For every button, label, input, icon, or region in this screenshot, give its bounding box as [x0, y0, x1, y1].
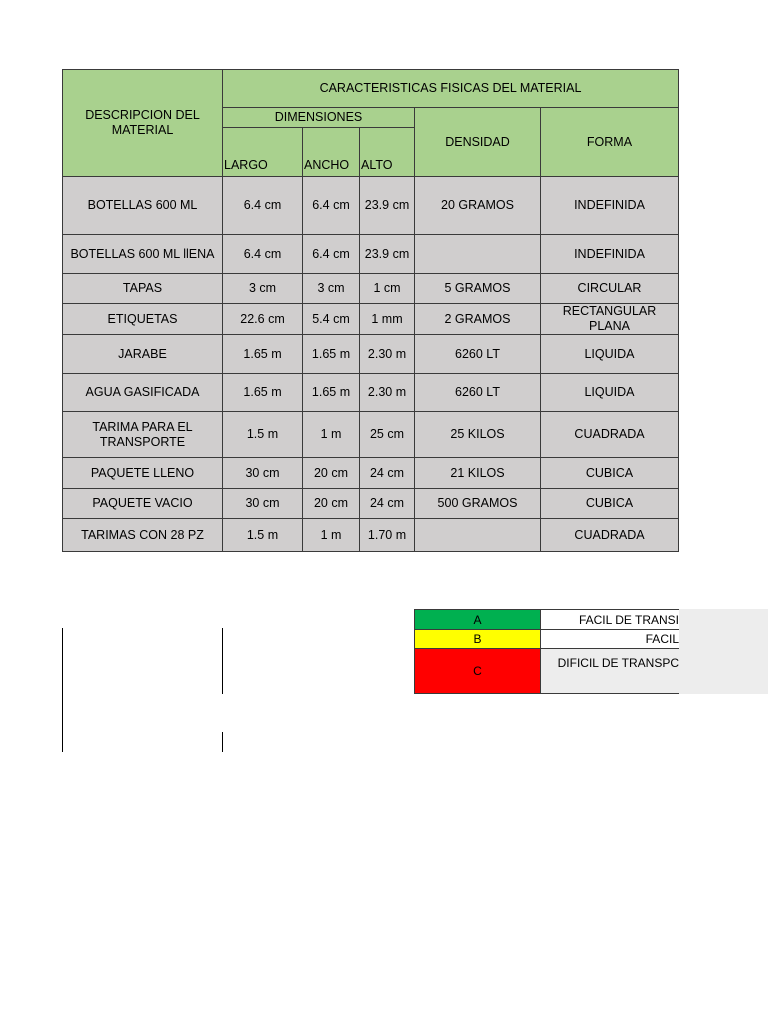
table-cell-densidad: 6260 LT: [414, 373, 541, 412]
table-cell-alto: 1 cm: [359, 273, 415, 304]
stray-line-mid-top: [222, 628, 223, 694]
table-cell-forma: CIRCULAR: [540, 273, 679, 304]
table-cell-alto: 24 cm: [359, 488, 415, 519]
table-cell-densidad: 6260 LT: [414, 334, 541, 374]
table-cell-largo: 6.4 cm: [222, 176, 303, 235]
table-cell-forma: LIQUIDA: [540, 334, 679, 374]
table-cell-forma: CUBICA: [540, 488, 679, 519]
table-cell-alto: 23.9 cm: [359, 176, 415, 235]
legend-code-a: A: [414, 609, 541, 630]
table-cell-forma: RECTANGULAR PLANA: [540, 303, 679, 335]
table-cell-densidad: 25 KILOS: [414, 411, 541, 458]
table-cell-desc: TARIMAS CON 28 PZ: [62, 518, 223, 552]
header-dimensiones: DIMENSIONES: [222, 107, 415, 128]
table-cell-largo: 1.65 m: [222, 334, 303, 374]
header-alto: ALTO: [359, 127, 415, 177]
table-cell-alto: 1 mm: [359, 303, 415, 335]
table-cell-largo: 30 cm: [222, 488, 303, 519]
table-cell-largo: 3 cm: [222, 273, 303, 304]
table-cell-largo: 1.5 m: [222, 411, 303, 458]
table-cell-desc: ETIQUETAS: [62, 303, 223, 335]
table-cell-forma: CUADRADA: [540, 518, 679, 552]
table-cell-alto: 25 cm: [359, 411, 415, 458]
table-cell-densidad: 20 GRAMOS: [414, 176, 541, 235]
header-densidad: DENSIDAD: [414, 107, 541, 177]
legend-code-c: C: [414, 648, 541, 694]
table-cell-alto: 24 cm: [359, 457, 415, 489]
table-cell-desc: AGUA GASIFICADA: [62, 373, 223, 412]
table-cell-desc: PAQUETE LLENO: [62, 457, 223, 489]
table-cell-densidad: 5 GRAMOS: [414, 273, 541, 304]
table-cell-densidad: 2 GRAMOS: [414, 303, 541, 335]
table-cell-desc: PAQUETE VACIO: [62, 488, 223, 519]
table-cell-alto: 1.70 m: [359, 518, 415, 552]
table-cell-ancho: 5.4 cm: [302, 303, 360, 335]
legend-overflow-bg: [678, 609, 768, 694]
table-cell-desc: TARIMA PARA EL TRANSPORTE: [62, 411, 223, 458]
table-cell-desc: TAPAS: [62, 273, 223, 304]
header-largo: LARGO: [222, 127, 303, 177]
table-cell-largo: 22.6 cm: [222, 303, 303, 335]
table-cell-ancho: 3 cm: [302, 273, 360, 304]
table-cell-densidad: 21 KILOS: [414, 457, 541, 489]
header-ancho: ANCHO: [302, 127, 360, 177]
header-caracteristicas: CARACTERISTICAS FISICAS DEL MATERIAL: [222, 69, 679, 108]
table-cell-alto: 2.30 m: [359, 334, 415, 374]
table-cell-desc: BOTELLAS 600 ML: [62, 176, 223, 235]
stray-line-mid-bottom: [222, 732, 223, 752]
legend-text-b: FACIL: [540, 629, 679, 649]
legend-code-b: B: [414, 629, 541, 649]
table-cell-ancho: 1 m: [302, 518, 360, 552]
table-cell-densidad: 500 GRAMOS: [414, 488, 541, 519]
table-cell-ancho: 6.4 cm: [302, 176, 360, 235]
table-cell-ancho: 1.65 m: [302, 334, 360, 374]
table-cell-alto: 2.30 m: [359, 373, 415, 412]
table-cell-ancho: 1 m: [302, 411, 360, 458]
legend-text-c: DIFICIL DE TRANSPC: [540, 648, 679, 694]
table-cell-ancho: 6.4 cm: [302, 234, 360, 274]
table-cell-forma: INDEFINIDA: [540, 176, 679, 235]
table-cell-largo: 1.5 m: [222, 518, 303, 552]
table-cell-alto: 23.9 cm: [359, 234, 415, 274]
table-cell-ancho: 1.65 m: [302, 373, 360, 412]
stray-line-left: [62, 628, 63, 752]
header-descripcion: DESCRIPCION DEL MATERIAL: [62, 69, 223, 177]
table-cell-forma: CUBICA: [540, 457, 679, 489]
table-cell-ancho: 20 cm: [302, 488, 360, 519]
table-cell-densidad: [414, 234, 541, 274]
table-cell-largo: 1.65 m: [222, 373, 303, 412]
table-cell-densidad: [414, 518, 541, 552]
table-cell-forma: LIQUIDA: [540, 373, 679, 412]
table-cell-largo: 6.4 cm: [222, 234, 303, 274]
table-cell-ancho: 20 cm: [302, 457, 360, 489]
table-cell-largo: 30 cm: [222, 457, 303, 489]
table-cell-desc: JARABE: [62, 334, 223, 374]
legend-text-a: FACIL DE TRANSI: [540, 609, 679, 630]
table-cell-forma: INDEFINIDA: [540, 234, 679, 274]
table-cell-desc: BOTELLAS 600 ML llENA: [62, 234, 223, 274]
table-cell-forma: CUADRADA: [540, 411, 679, 458]
header-forma: FORMA: [540, 107, 679, 177]
